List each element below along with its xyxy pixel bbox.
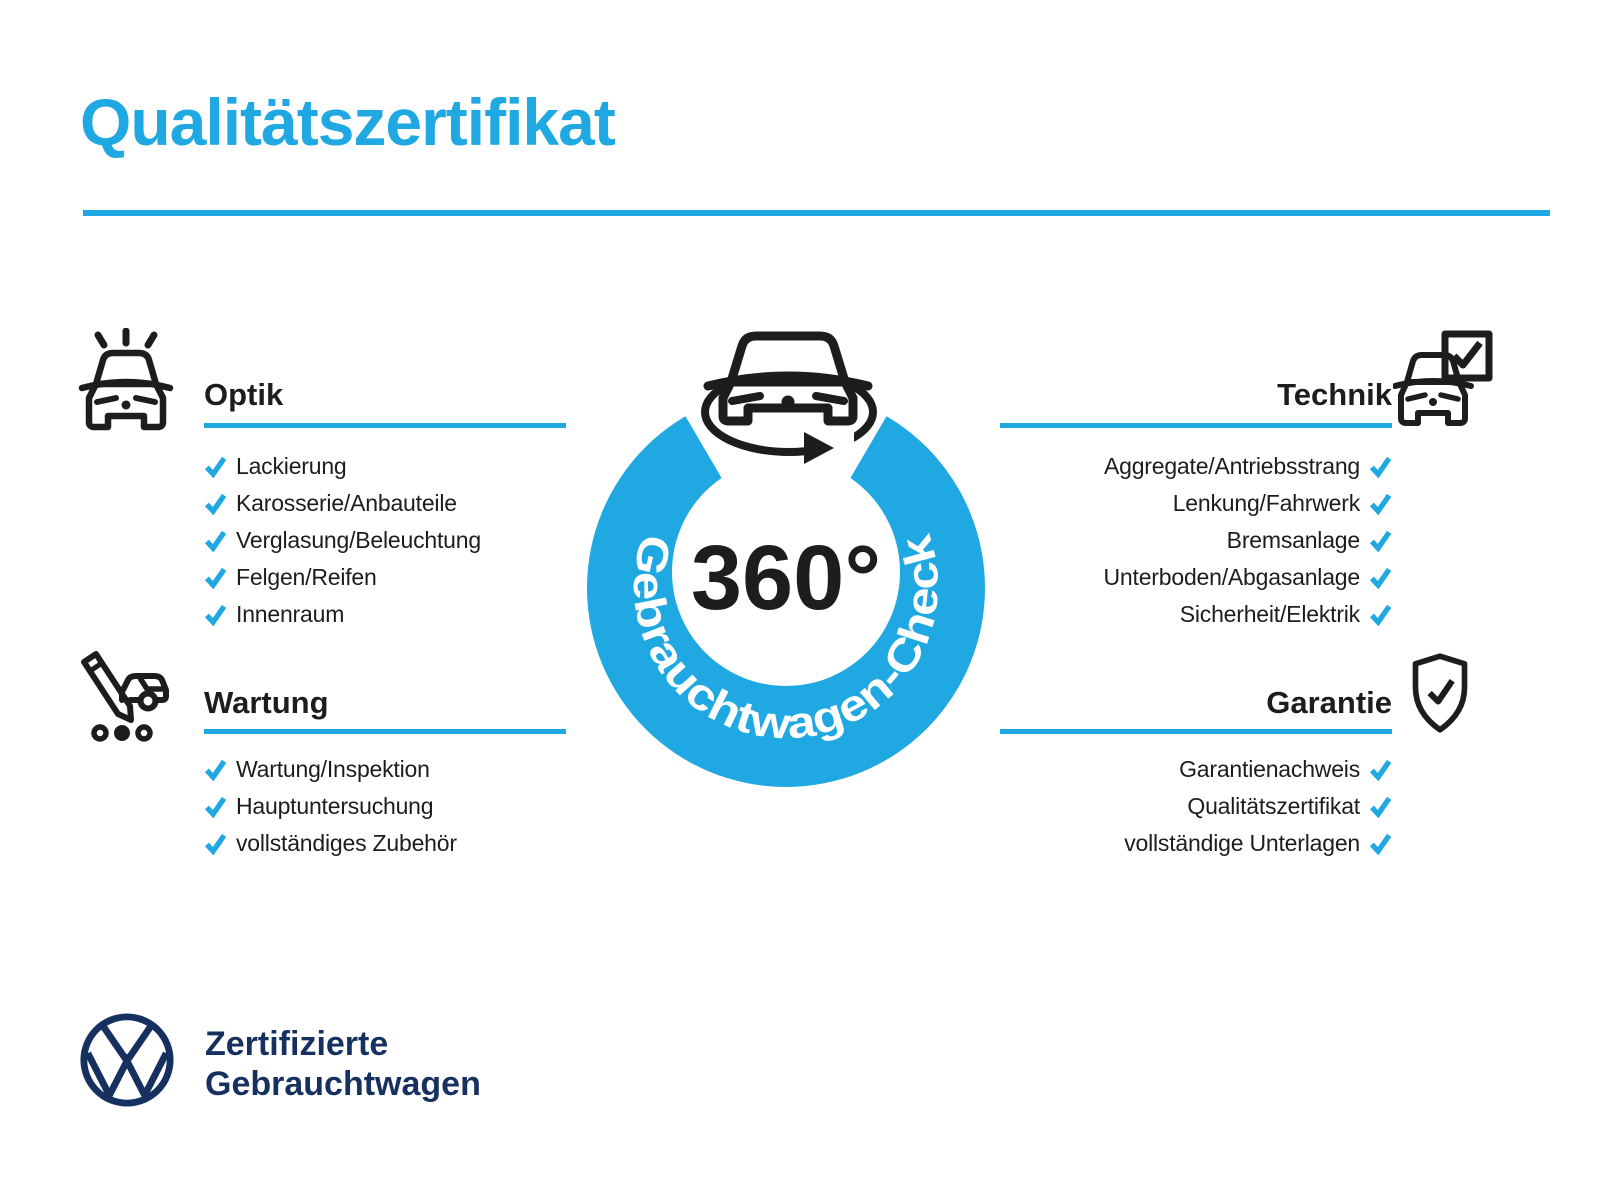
checklist-item bbox=[992, 788, 1392, 825]
shield-check-icon bbox=[1407, 651, 1473, 735]
check-icon bbox=[1369, 603, 1392, 626]
check-icon bbox=[204, 529, 227, 552]
check-icon bbox=[1369, 832, 1392, 855]
brand-line-1: Zertifizierte bbox=[205, 1025, 389, 1063]
check-icon bbox=[1369, 529, 1392, 552]
checklist-item-label: Innenraum bbox=[236, 601, 345, 627]
section-title-garantie: Garantie bbox=[1266, 685, 1392, 720]
optik-checklist bbox=[204, 448, 481, 633]
360-check-badge bbox=[560, 300, 1010, 800]
checklist-item-label: vollständiges Zubehör bbox=[236, 830, 457, 856]
checklist-item bbox=[204, 751, 457, 788]
checklist-item bbox=[992, 825, 1392, 862]
wartung-checklist bbox=[204, 751, 457, 862]
brand-line-2: Gebrauchtwagen bbox=[205, 1065, 481, 1103]
section-title-wartung: Wartung bbox=[204, 685, 329, 720]
check-icon bbox=[204, 566, 227, 589]
check-icon bbox=[204, 455, 227, 478]
checklist-item-label: Unterboden/Abgasanlage bbox=[1103, 564, 1360, 590]
checklist-item-label: Hauptuntersuchung bbox=[236, 793, 434, 819]
checklist-item bbox=[204, 522, 481, 559]
checklist-item-label: Karosserie/Anbauteile bbox=[236, 490, 457, 516]
checklist-item bbox=[204, 559, 481, 596]
check-icon bbox=[1369, 758, 1392, 781]
check-icon bbox=[1369, 795, 1392, 818]
car-checkbox-icon bbox=[1393, 330, 1493, 430]
technik-checklist bbox=[992, 448, 1392, 633]
check-icon bbox=[204, 603, 227, 626]
checklist-item bbox=[992, 559, 1392, 596]
section-title-optik: Optik bbox=[204, 377, 284, 412]
check-icon bbox=[204, 758, 227, 781]
checklist-item bbox=[992, 485, 1392, 522]
checklist-item-label: Lenkung/Fahrwerk bbox=[1172, 490, 1360, 516]
check-icon bbox=[1369, 492, 1392, 515]
check-icon bbox=[204, 832, 227, 855]
header-divider bbox=[83, 210, 1550, 216]
checklist-item bbox=[992, 522, 1392, 559]
shiny-car-icon bbox=[76, 328, 176, 434]
checklist-item bbox=[204, 788, 457, 825]
garantie-checklist bbox=[992, 751, 1392, 862]
checklist-item-label: Verglasung/Beleuchtung bbox=[236, 527, 481, 553]
check-icon bbox=[204, 492, 227, 515]
vw-logo bbox=[78, 1011, 176, 1109]
checklist-item bbox=[204, 825, 457, 862]
section-rule-optik bbox=[204, 423, 566, 428]
checklist-item bbox=[992, 448, 1392, 485]
section-rule-technik bbox=[1000, 423, 1392, 428]
check-icon bbox=[204, 795, 227, 818]
badge-ring-label: Gebrauchtwagen-Check bbox=[623, 530, 949, 749]
pencil-car-checklist-icon bbox=[70, 644, 174, 744]
checklist-item bbox=[992, 751, 1392, 788]
checklist-item-label: Sicherheit/Elektrik bbox=[1179, 601, 1360, 627]
checklist-item-label: Bremsanlage bbox=[1226, 527, 1360, 553]
check-icon bbox=[1369, 455, 1392, 478]
checklist-item bbox=[204, 596, 481, 633]
checklist-item-label: Lackierung bbox=[236, 453, 347, 479]
section-title-technik: Technik bbox=[1277, 377, 1392, 412]
checklist-item bbox=[204, 448, 481, 485]
section-rule-garantie bbox=[1000, 729, 1392, 734]
checklist-item-label: Garantienachweis bbox=[1179, 756, 1360, 782]
checklist-item bbox=[992, 596, 1392, 633]
checklist-item-label: Qualitätszertifikat bbox=[1187, 793, 1360, 819]
checklist-item bbox=[204, 485, 481, 522]
check-icon bbox=[1369, 566, 1392, 589]
brand-text bbox=[205, 1024, 481, 1104]
badge-degrees-label: 360° bbox=[690, 527, 882, 629]
checklist-item-label: vollständige Unterlagen bbox=[1124, 830, 1360, 856]
section-rule-wartung bbox=[204, 729, 566, 734]
checklist-item-label: Felgen/Reifen bbox=[236, 564, 377, 590]
checklist-item-label: Wartung/Inspektion bbox=[236, 756, 430, 782]
page-title: Qualitätszertifikat bbox=[80, 85, 615, 159]
checklist-item-label: Aggregate/Antriebsstrang bbox=[1103, 453, 1360, 479]
